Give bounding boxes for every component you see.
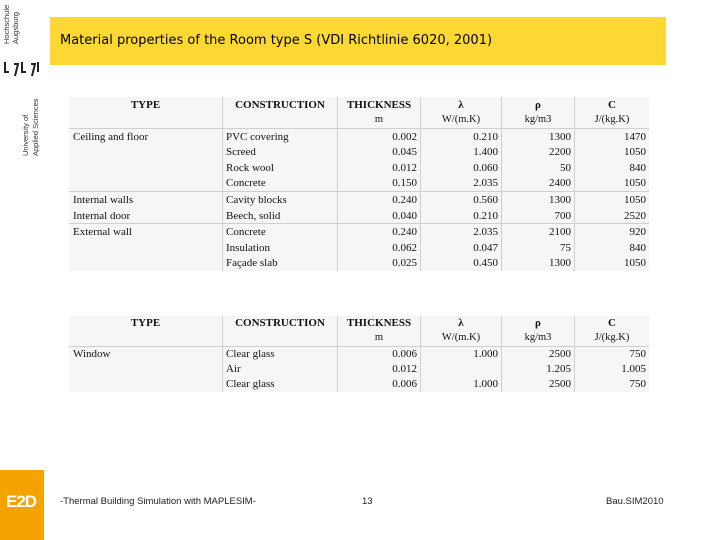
header-thickness: THICKNESS: [338, 97, 421, 113]
footer-course-title: -Thermal Building Simulation with MAPLESIM-: [60, 496, 256, 507]
table-row: [69, 346, 649, 362]
cell-type: [69, 255, 223, 271]
cell-type: [69, 176, 223, 192]
e2d-logo: E2D: [6, 492, 37, 511]
university-name-line4: Applied Sciences: [31, 98, 40, 156]
cell-thickness: 0.012: [338, 160, 421, 176]
unit-rho: kg/m3: [502, 331, 575, 347]
cell-lambda: [421, 362, 502, 377]
header-construction: CONSTRUCTION: [223, 97, 338, 113]
cell-construction: Concrete: [223, 176, 338, 192]
cell-c: 1050: [624, 257, 646, 270]
cell-c: 840: [629, 161, 646, 174]
slide-title: Material properties of the Room type S (VDI Richtlinie 6020, 2001): [60, 33, 493, 48]
table-row: [69, 208, 649, 224]
unit-lambda: W/(m.K): [421, 113, 502, 129]
unit-c: J/(kg.K): [594, 114, 630, 126]
table-row: [69, 255, 649, 271]
cell-c: 1050: [624, 146, 646, 159]
cell-construction: Concrete: [223, 224, 338, 240]
cell-thickness: 0.240: [338, 224, 421, 240]
cell-c: 920: [575, 224, 650, 240]
cell-construction: Rock wool: [223, 160, 338, 176]
cell-lambda: 2.035: [421, 176, 502, 192]
sidebar: [0, 0, 44, 540]
cell-construction: Façade slab: [223, 255, 338, 271]
university-name-line2: Augsburg: [11, 11, 20, 44]
cell-c: 1.005: [621, 363, 646, 376]
unit-thickness: m: [338, 113, 421, 129]
university-name-line1: Hochschule: [2, 4, 11, 44]
footer-page-number: 13: [362, 496, 373, 507]
cell-lambda: 0.450: [421, 255, 502, 271]
cell-type: Window: [69, 346, 223, 362]
cell-thickness: 0.012: [338, 362, 421, 377]
cell-construction: Clear glass: [223, 346, 338, 362]
cell-thickness: 0.006: [338, 377, 421, 392]
header-c: C: [608, 98, 616, 111]
table-row: [69, 377, 649, 392]
cell-thickness: 0.040: [338, 208, 421, 224]
cell-c: 1050: [575, 192, 650, 208]
header-construction: CONSTRUCTION: [223, 316, 338, 331]
cell-type: Internal door: [69, 208, 223, 224]
cell-construction: Clear glass: [223, 377, 338, 392]
materials-table-opaque: [69, 97, 649, 271]
header-lambda: λ: [421, 97, 502, 113]
cell-thickness: 0.150: [338, 176, 421, 192]
cell-c: 750: [575, 346, 650, 362]
header-c: C: [608, 317, 616, 330]
table-row: [69, 176, 649, 192]
cell-construction: Insulation: [223, 240, 338, 256]
cell-thickness: 0.025: [338, 255, 421, 271]
footer-project-name: Bau.SIM2010: [606, 496, 664, 507]
cell-thickness: 0.240: [338, 192, 421, 208]
cell-rho: 1300: [502, 129, 575, 145]
unit-c: J/(kg.K): [594, 332, 630, 344]
cell-construction: PVC covering: [223, 129, 338, 145]
cell-thickness: 0.002: [338, 129, 421, 145]
table-row: [69, 192, 649, 208]
cell-lambda: 1.400: [421, 145, 502, 161]
table-row: [69, 129, 649, 145]
cell-type: [69, 240, 223, 256]
cell-construction: Cavity blocks: [223, 192, 338, 208]
cell-lambda: 0.210: [421, 208, 502, 224]
unit-construction: [223, 331, 338, 347]
header-type: TYPE: [69, 316, 223, 331]
cell-c: 750: [629, 378, 646, 391]
cell-type: Ceiling and floor: [69, 129, 223, 145]
cell-lambda: 0.560: [421, 192, 502, 208]
cell-type: [69, 145, 223, 161]
cell-type: External wall: [69, 224, 223, 240]
cell-rho: 2500: [502, 377, 575, 392]
unit-thickness: m: [338, 331, 421, 347]
materials-table-window: [69, 316, 649, 392]
header-lambda: λ: [421, 316, 502, 331]
cell-lambda: 1.000: [421, 377, 502, 392]
cell-rho: 2100: [502, 224, 575, 240]
unit-construction: [223, 113, 338, 129]
table-header-row: [69, 316, 649, 331]
table-header-row: [69, 97, 649, 113]
cell-lambda: 2.035: [421, 224, 502, 240]
cell-lambda: 0.060: [421, 160, 502, 176]
cell-thickness: 0.045: [338, 145, 421, 161]
cell-c: 1470: [575, 129, 650, 145]
cell-rho: 1300: [502, 192, 575, 208]
table-units-row: [69, 331, 649, 347]
cell-lambda: 1.000: [421, 346, 502, 362]
cell-c: 1050: [624, 177, 646, 190]
university-name-line3: University of: [21, 114, 30, 156]
cell-rho: 700: [502, 208, 575, 224]
title-bar: [50, 17, 666, 65]
cell-construction: Screed: [223, 145, 338, 161]
table-row: [69, 362, 649, 377]
cell-rho: 75: [502, 240, 575, 256]
cell-construction: Beech, solid: [223, 208, 338, 224]
header-rho: ρ: [502, 316, 575, 331]
cell-type: [69, 160, 223, 176]
table-row: [69, 160, 649, 176]
header-rho: ρ: [502, 97, 575, 113]
unit-lambda: W/(m.K): [421, 331, 502, 347]
university-logo: [3, 60, 41, 82]
cell-rho: 2200: [502, 145, 575, 161]
unit-type: [69, 113, 223, 129]
cell-type: [69, 377, 223, 392]
cell-rho: 1.205: [502, 362, 575, 377]
table-units-row: [69, 113, 649, 129]
cell-lambda: 0.047: [421, 240, 502, 256]
header-thickness: THICKNESS: [338, 316, 421, 331]
cell-c: 840: [629, 241, 646, 254]
cell-type: [69, 362, 223, 377]
cell-thickness: 0.006: [338, 346, 421, 362]
cell-rho: 1300: [502, 255, 575, 271]
cell-thickness: 0.062: [338, 240, 421, 256]
cell-rho: 2400: [502, 176, 575, 192]
table-row: [69, 224, 649, 240]
cell-type: Internal walls: [69, 192, 223, 208]
cell-c: 2520: [624, 209, 646, 222]
unit-type: [69, 331, 223, 347]
cell-lambda: 0.210: [421, 129, 502, 145]
header-type: TYPE: [69, 97, 223, 113]
cell-rho: 50: [502, 160, 575, 176]
cell-rho: 2500: [502, 346, 575, 362]
unit-rho: kg/m3: [502, 113, 575, 129]
table-row: [69, 240, 649, 256]
cell-construction: Air: [223, 362, 338, 377]
sidebar-accent-block: [0, 470, 44, 540]
table-row: [69, 145, 649, 161]
